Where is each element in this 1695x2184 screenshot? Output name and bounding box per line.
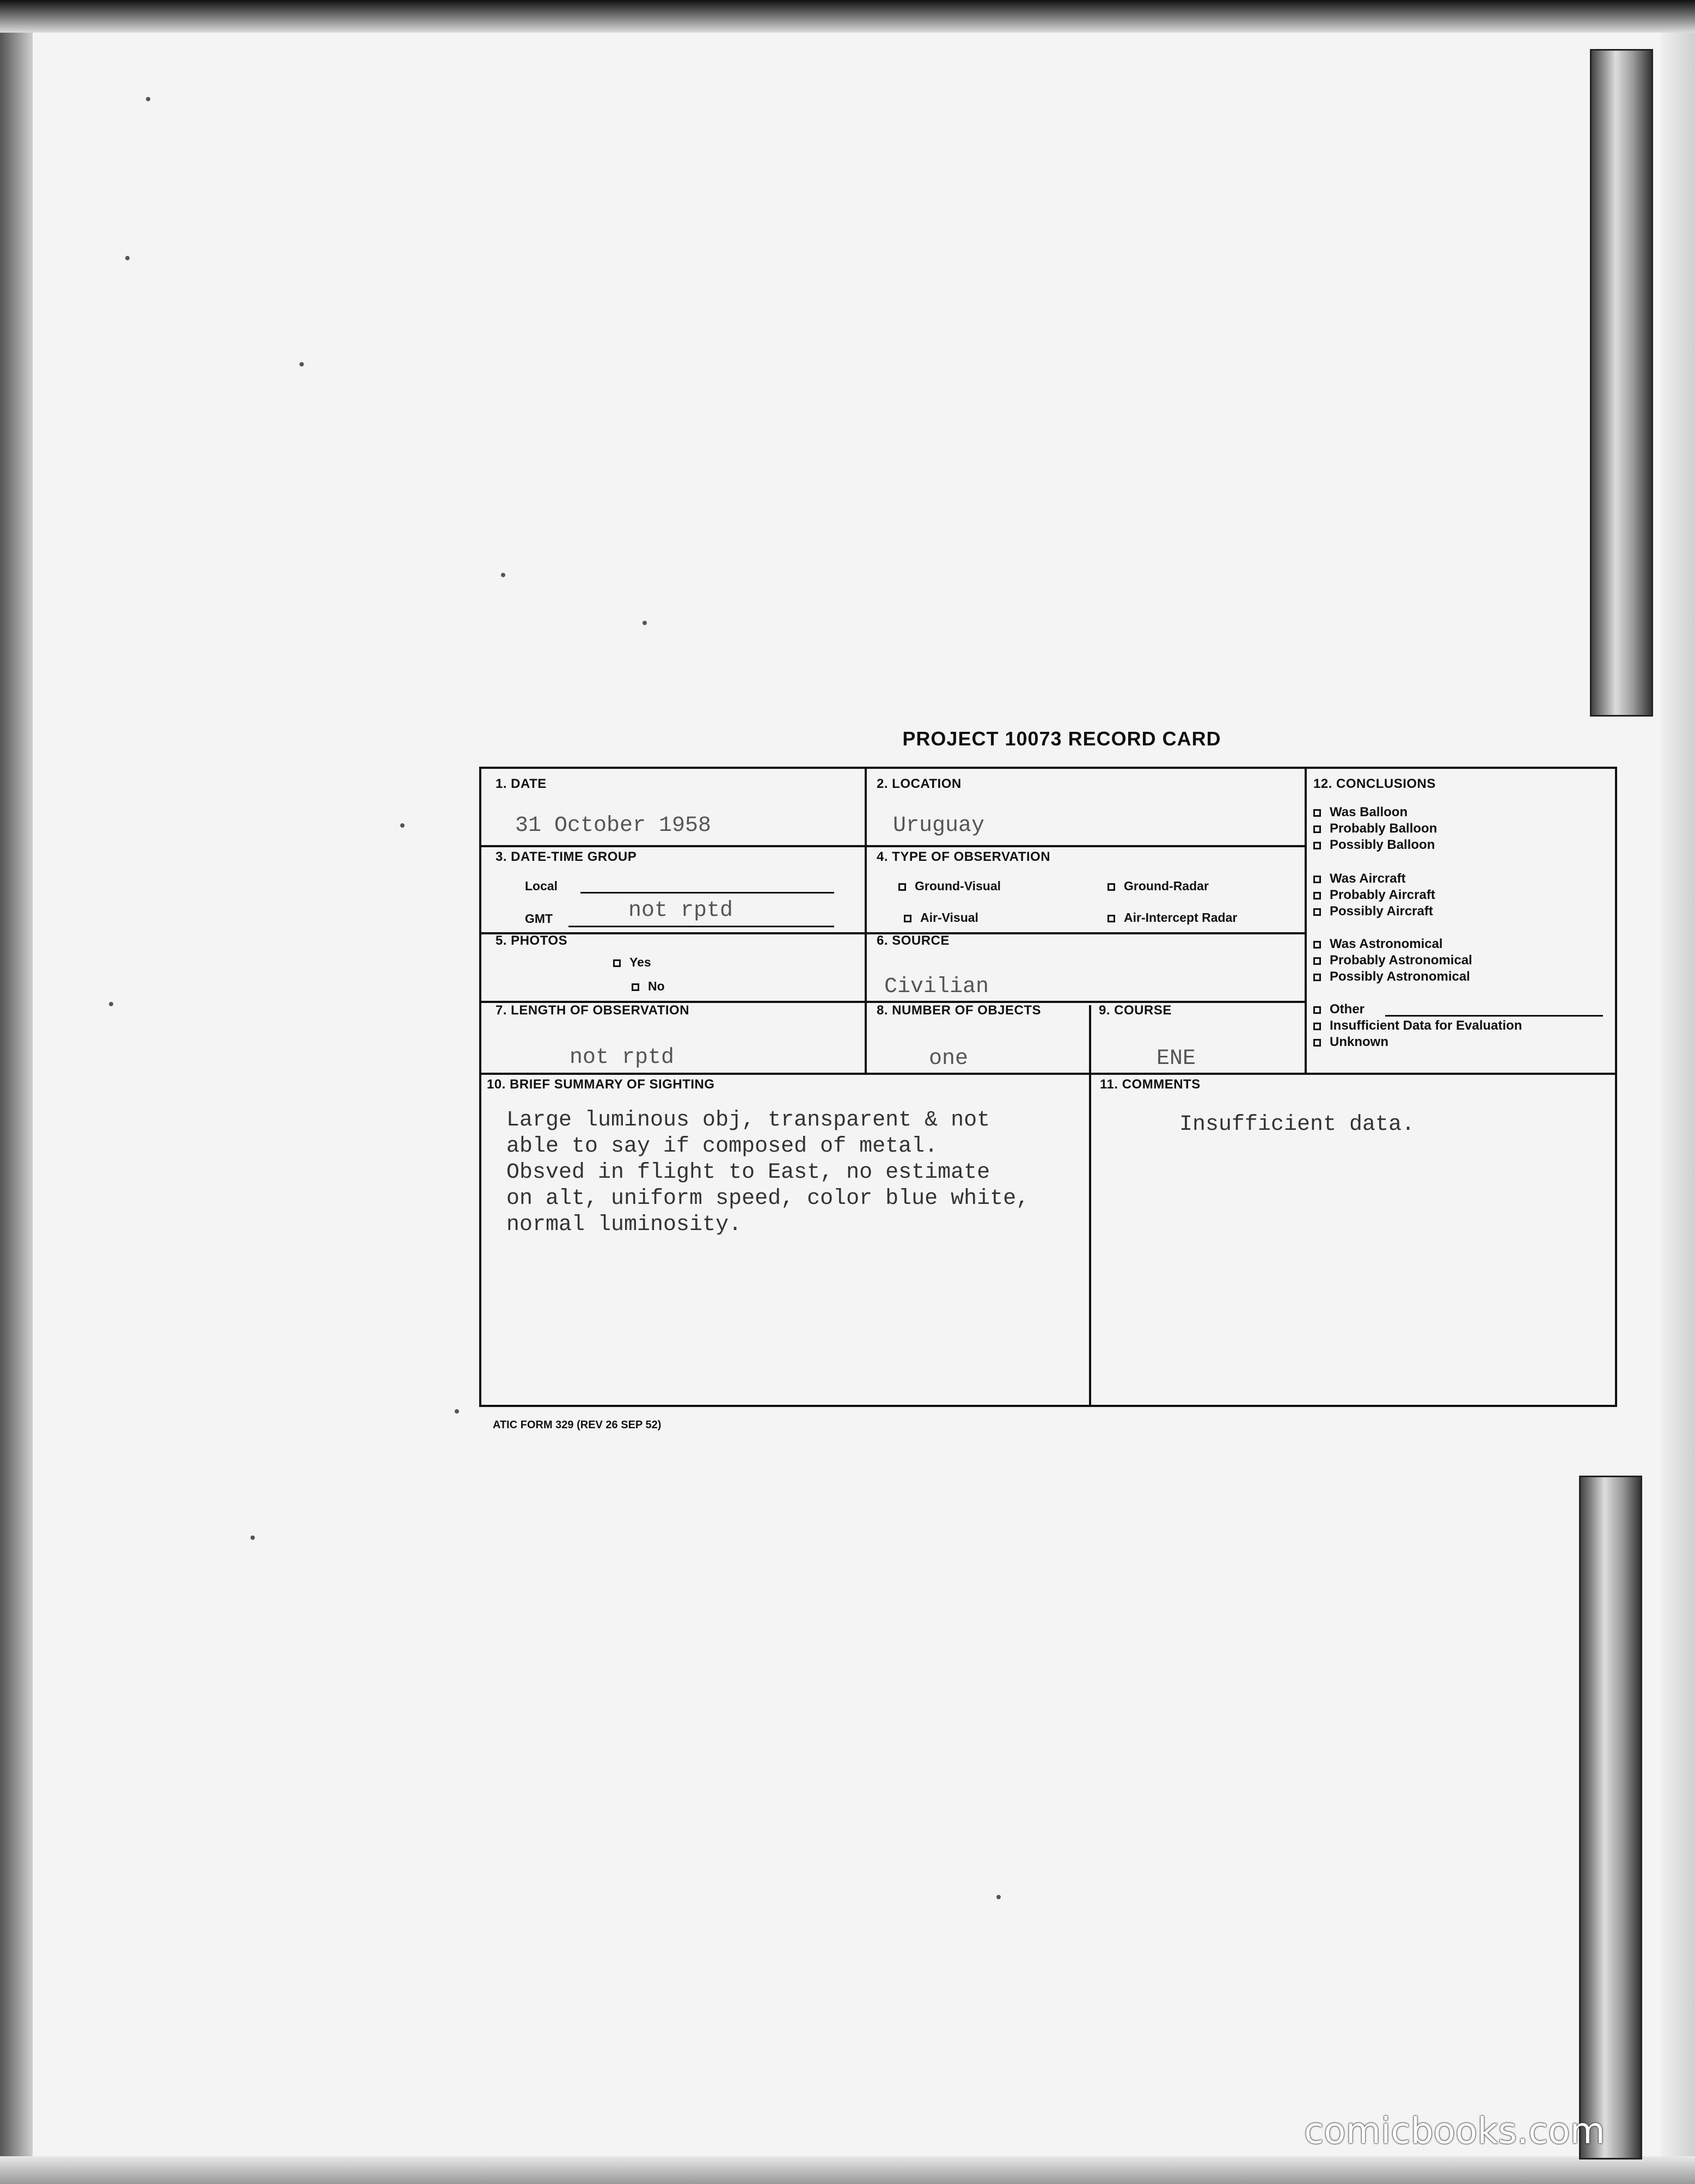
scan-edge-bottom	[0, 2156, 1695, 2184]
divider	[481, 845, 1305, 847]
local-time-line	[580, 892, 834, 894]
option-ground-radar: Ground-Radar	[1107, 879, 1209, 894]
checkbox-icon	[1313, 908, 1321, 916]
binder-tab-bottom	[1579, 1476, 1642, 2159]
date-time-group-label: 3. DATE-TIME GROUP	[495, 849, 637, 864]
summary-line: on alt, uniform speed, color blue white,	[506, 1186, 1030, 1211]
conclusions-label: 12. CONCLUSIONS	[1313, 776, 1436, 791]
type-of-observation-label: 4. TYPE OF OBSERVATION	[877, 849, 1051, 864]
summary-line: Large luminous obj, transparent & not	[506, 1108, 990, 1133]
checkbox-icon	[1313, 1023, 1321, 1030]
scan-speck	[146, 97, 150, 101]
option-air-visual: Air-Visual	[904, 910, 978, 925]
record-card	[479, 767, 1617, 1407]
scan-speck	[642, 621, 647, 625]
conclusion-option: Was Balloon	[1313, 805, 1408, 820]
checkbox-icon	[632, 983, 639, 991]
scan-edge-left	[0, 33, 33, 2183]
form-id: ATIC FORM 329 (REV 26 SEP 52)	[493, 1419, 662, 1431]
conclusion-option: Possibly Aircraft	[1313, 904, 1433, 919]
checkbox-icon	[1313, 825, 1321, 833]
date-label: 1. DATE	[495, 776, 547, 791]
gmt-line	[568, 926, 834, 927]
conclusion-option: Was Aircraft	[1313, 871, 1406, 886]
photos-no: No	[632, 979, 665, 994]
comments-value: Insufficient data.	[1179, 1112, 1415, 1137]
scan-speck	[501, 573, 505, 577]
length-of-observation-value: not rptd	[570, 1045, 675, 1070]
other-line	[1385, 1015, 1603, 1017]
conclusion-option: Insufficient Data for Evaluation	[1313, 1018, 1522, 1033]
scan-speck	[299, 362, 304, 366]
scan-edge-top	[0, 0, 1695, 33]
divider	[1305, 769, 1307, 1073]
summary-line: Obsved in flight to East, no estimate	[506, 1160, 990, 1185]
source-value: Civilian	[884, 975, 989, 999]
conclusion-option: Unknown	[1313, 1035, 1388, 1050]
summary-label: 10. BRIEF SUMMARY OF SIGHTING	[487, 1077, 715, 1092]
checkbox-icon	[1313, 941, 1321, 949]
location-value: Uruguay	[893, 813, 985, 838]
scan-speck	[250, 1535, 255, 1540]
scan-speck	[400, 823, 405, 828]
date-value: 31 October 1958	[515, 813, 712, 838]
comments-label: 11. COMMENTS	[1100, 1077, 1201, 1092]
watermark: comicbooks.com	[1304, 2110, 1605, 2152]
divider	[1089, 1005, 1091, 1407]
option-air-intercept-radar: Air-Intercept Radar	[1107, 910, 1237, 925]
photos-yes: Yes	[613, 955, 651, 970]
scan-edge-right	[1661, 33, 1695, 2156]
checkbox-icon	[1107, 915, 1115, 922]
conclusion-option: Was Astronomical	[1313, 937, 1443, 952]
checkbox-icon	[1107, 883, 1115, 891]
checkbox-icon	[1313, 809, 1321, 817]
checkbox-icon	[1313, 876, 1321, 883]
conclusion-option: Other	[1313, 1002, 1364, 1017]
checkbox-icon	[1313, 1006, 1321, 1014]
binder-tab-top	[1590, 49, 1653, 717]
gmt-label: GMT	[525, 911, 553, 926]
scan-speck	[109, 1002, 113, 1006]
local-time-label: Local	[525, 879, 558, 893]
checkbox-icon	[1313, 892, 1321, 900]
checkbox-icon	[904, 915, 911, 922]
conclusion-option: Probably Astronomical	[1313, 953, 1472, 968]
option-ground-visual: Ground-Visual	[898, 879, 1001, 894]
scan-speck	[996, 1895, 1001, 1899]
checkbox-icon	[1313, 1039, 1321, 1047]
summary-line: able to say if composed of metal.	[506, 1134, 938, 1159]
number-of-objects-value: one	[929, 1047, 969, 1071]
location-label: 2. LOCATION	[877, 776, 962, 791]
gmt-value: not rptd	[628, 898, 733, 923]
summary-line: normal luminosity.	[506, 1213, 742, 1237]
source-label: 6. SOURCE	[877, 933, 950, 948]
checkbox-icon	[1313, 974, 1321, 981]
course-value: ENE	[1156, 1047, 1196, 1071]
divider	[481, 1073, 1616, 1075]
photos-label: 5. PHOTOS	[495, 933, 568, 948]
scan-speck	[455, 1409, 459, 1414]
record-card-title: PROJECT 10073 RECORD CARD	[902, 727, 1221, 750]
checkbox-icon	[898, 883, 906, 891]
length-of-observation-label: 7. LENGTH OF OBSERVATION	[495, 1003, 690, 1018]
scan-speck	[125, 256, 130, 260]
conclusion-option: Possibly Balloon	[1313, 837, 1435, 853]
divider	[865, 769, 867, 1073]
checkbox-icon	[1313, 842, 1321, 849]
checkbox-icon	[613, 959, 621, 967]
conclusion-option: Possibly Astronomical	[1313, 969, 1470, 984]
checkbox-icon	[1313, 957, 1321, 965]
number-of-objects-label: 8. NUMBER OF OBJECTS	[877, 1003, 1042, 1018]
conclusion-option: Probably Aircraft	[1313, 888, 1435, 903]
conclusion-option: Probably Balloon	[1313, 821, 1437, 836]
course-label: 9. COURSE	[1099, 1003, 1172, 1018]
